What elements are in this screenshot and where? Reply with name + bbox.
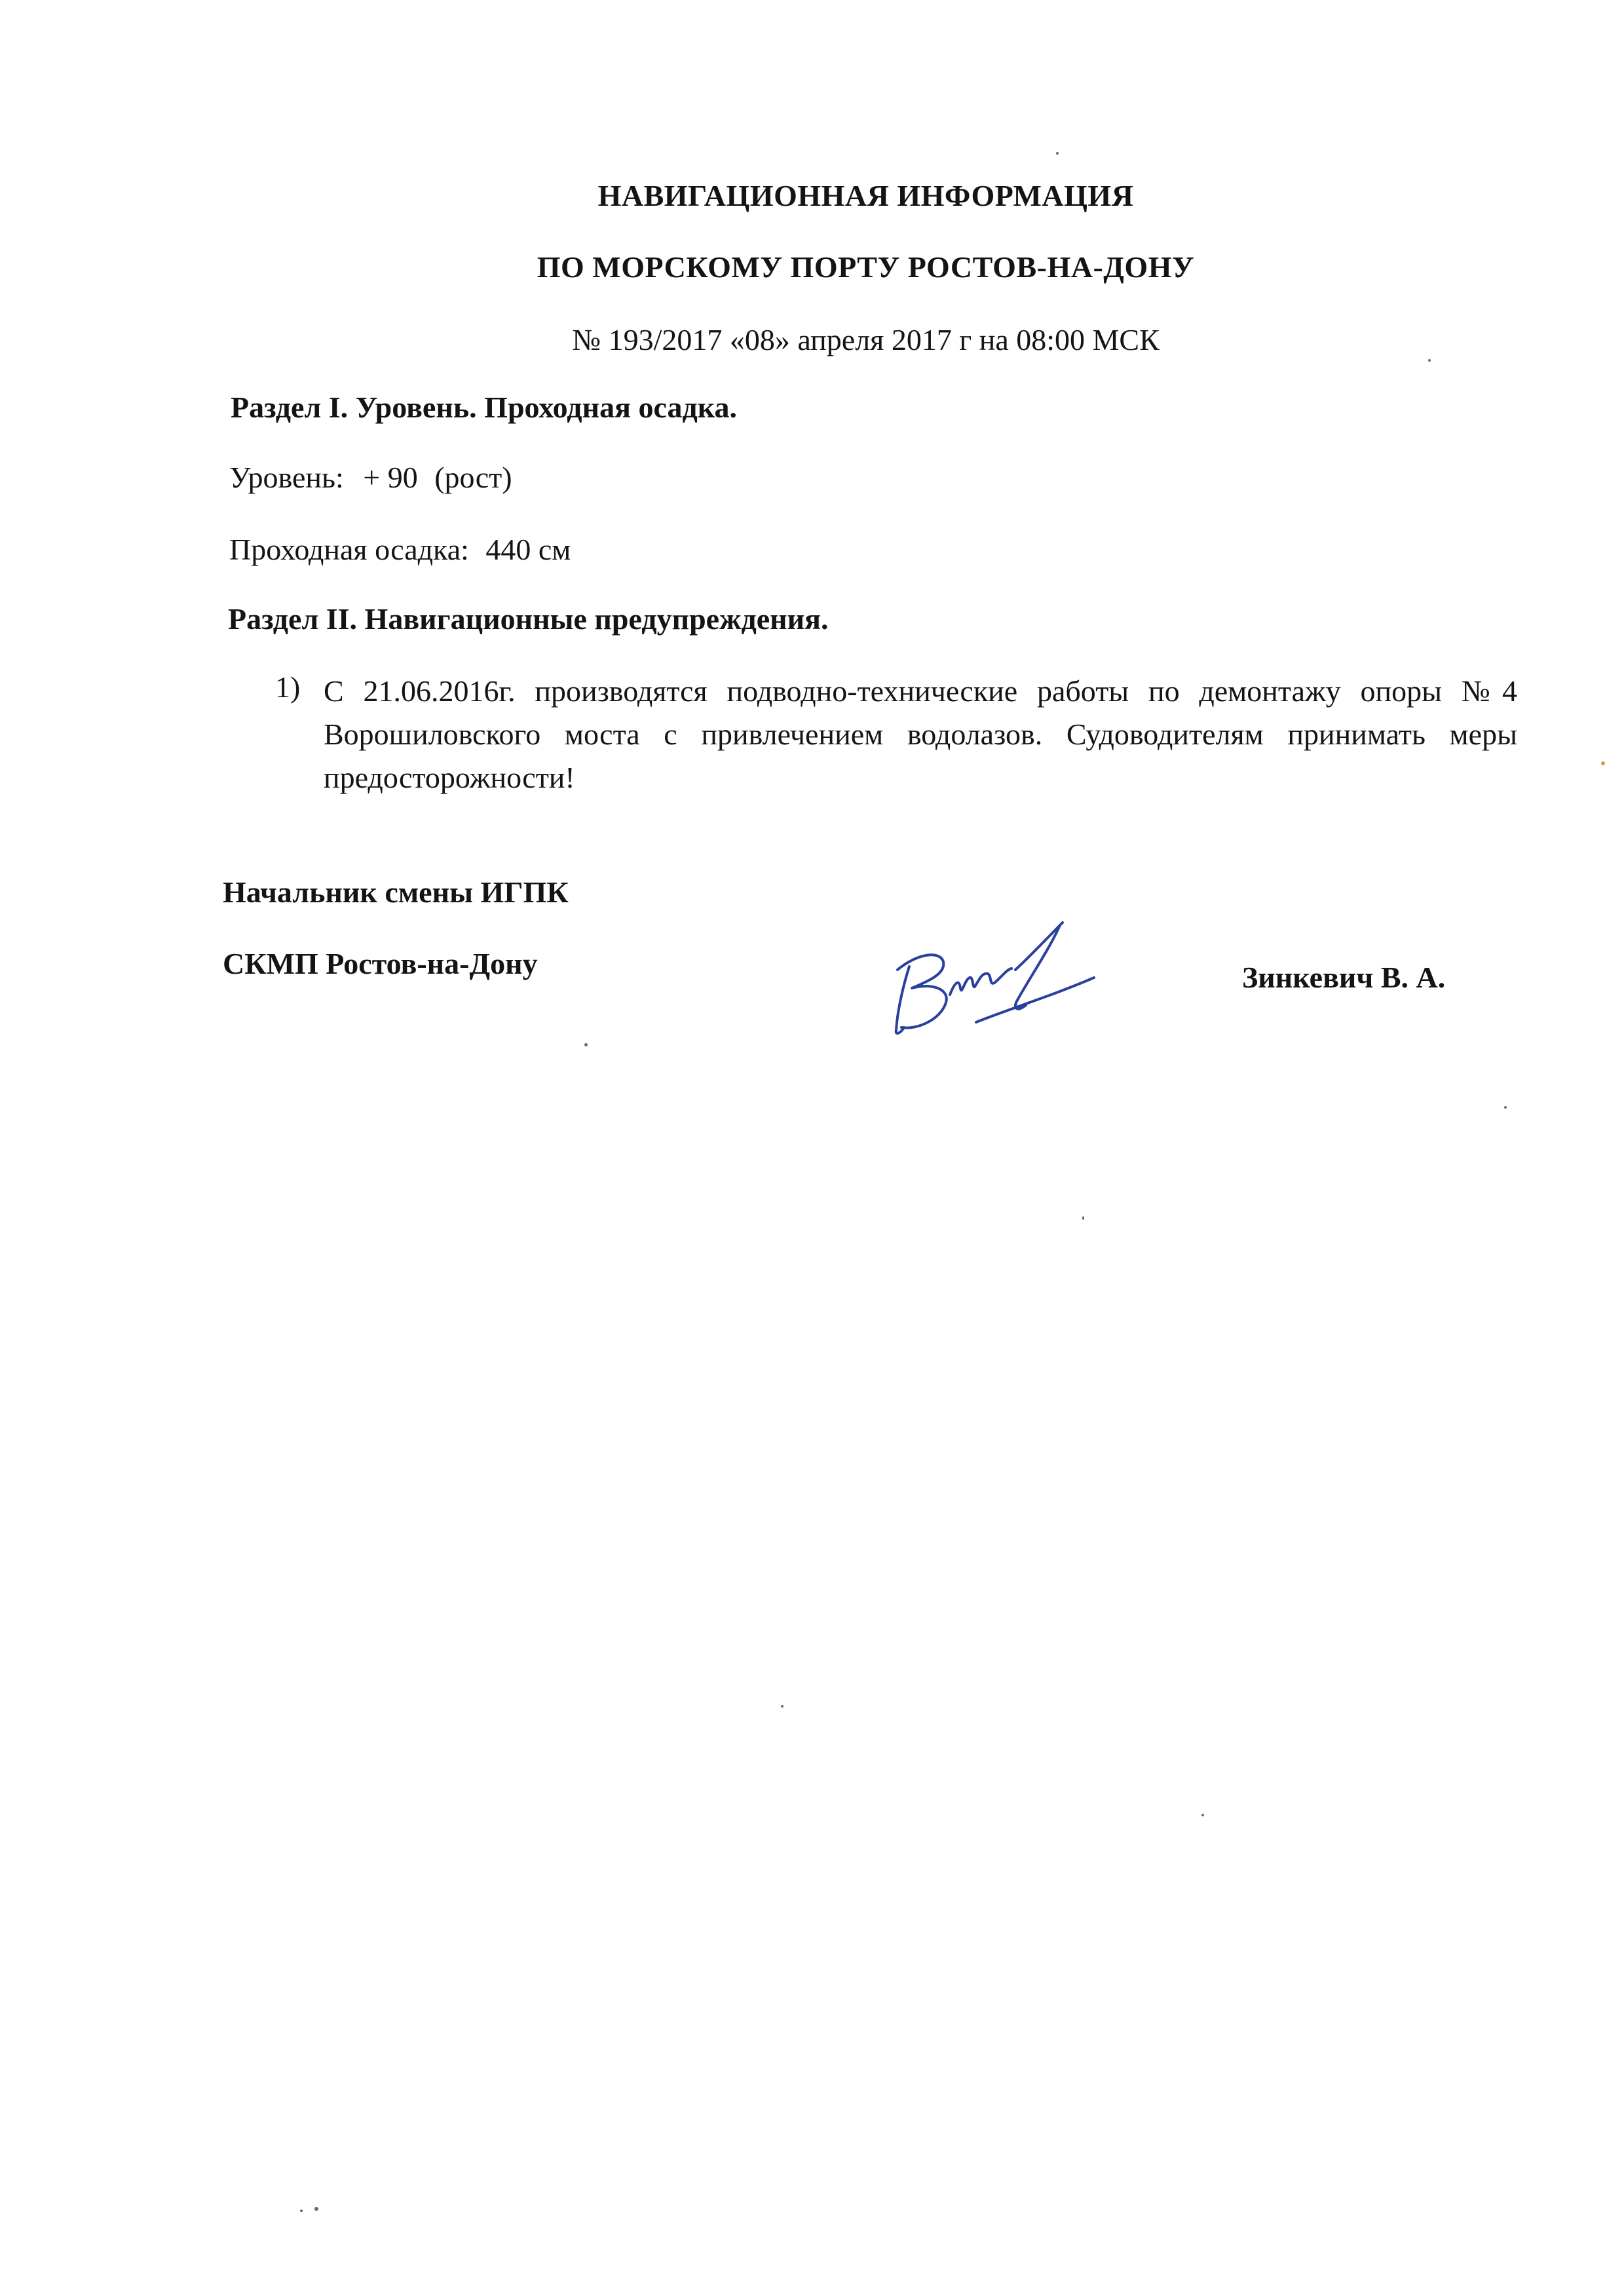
scan-speck: [314, 2207, 318, 2211]
warning-text: С 21.06.2016г. производятся подводно-технические работы по демонтажу опоры №4 Ворошиловского моста с привлечением водолазов. Судоводителям принимать меры предосторожности!: [324, 674, 1517, 794]
scan-speck: [781, 1705, 784, 1708]
scan-speck: [1201, 1814, 1204, 1816]
scan-speck: [1428, 359, 1431, 362]
section-1-heading: Раздел I. Уровень. Проходная осадка.: [231, 391, 738, 424]
scan-speck: [1056, 152, 1059, 155]
level-line: [229, 460, 512, 495]
signer-position: Начальник смены ИГПК: [223, 875, 569, 909]
level-value: + 90: [363, 461, 418, 494]
scan-speck: [1601, 761, 1605, 765]
warning-number: 1): [275, 670, 301, 704]
scan-speck: [1504, 1106, 1507, 1109]
draft-value: 440 см: [485, 533, 571, 566]
handwritten-signature: [878, 917, 1120, 1042]
document-title-line-1: НАВИГАЦИОННАЯ ИНФОРМАЦИЯ: [597, 179, 1134, 212]
scan-speck: [584, 1043, 588, 1046]
scan-speck: [300, 2210, 303, 2212]
section-2-heading: Раздел II. Навигационные предупреждения.: [228, 602, 829, 636]
level-label: Уровень:: [229, 461, 344, 494]
document-number: № 193/2017 «08» апреля 2017 г на 08:00 МСК: [572, 323, 1160, 356]
signer-name: Зинкевич В. А.: [1242, 961, 1446, 994]
signer-organization: СКМП Ростов-на-Дону: [223, 947, 538, 980]
document-title-line-2: ПО МОРСКОМУ ПОРТУ РОСТОВ-НА-ДОНУ: [537, 250, 1195, 284]
scan-speck: [1082, 1216, 1084, 1220]
draft-label: Проходная осадка:: [229, 533, 469, 566]
draft-line: [229, 532, 571, 567]
level-trend: (рост): [434, 461, 512, 494]
